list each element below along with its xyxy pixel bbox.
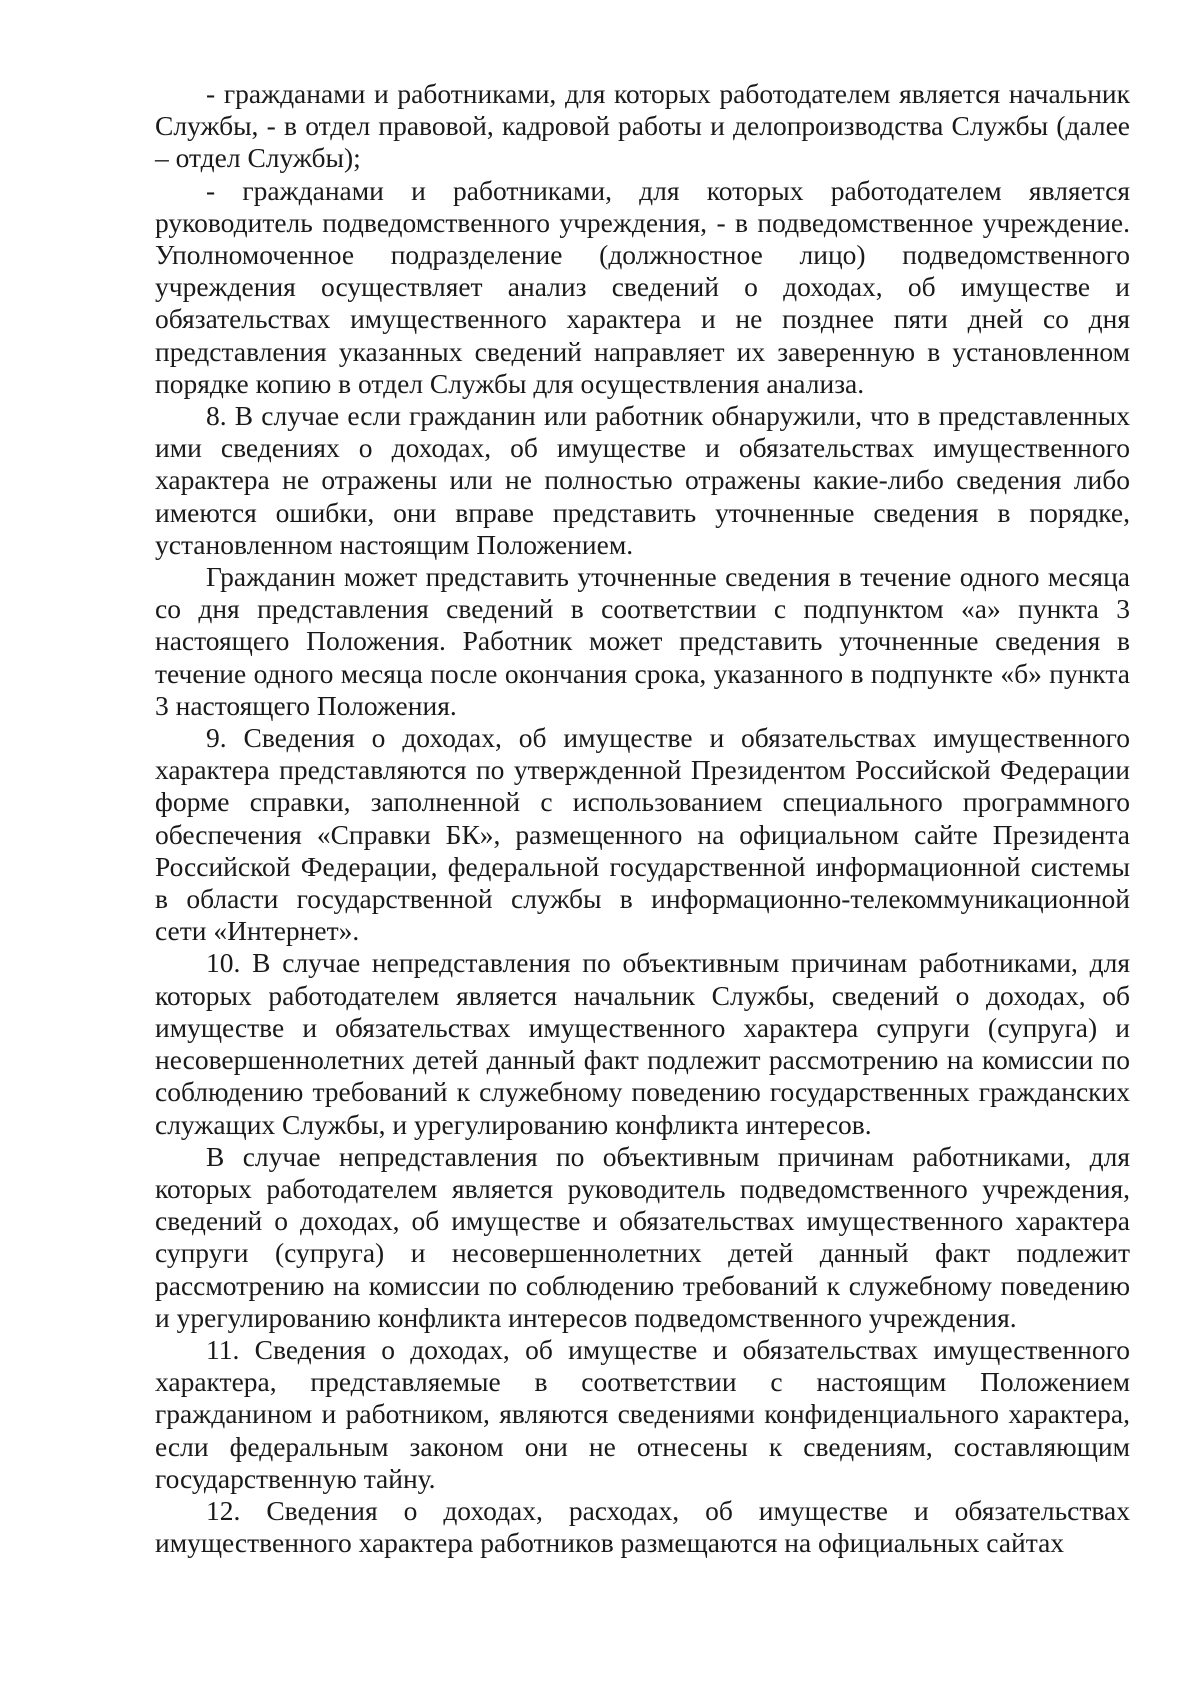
paragraph-non-submission-institution: В случае непредставления по объективным причинам работниками, для которых работодателем является руководитель подведомственного учреждения, сведений о доходах, об имуществе и обязательствах имущественного характера супруги (супруга) и несовершеннолетних детей данный факт подлежит рассмотрению на комиссии по соблюдению требований к служебному поведению и урегулированию конфликта интересов подведомственного учреждения. [155, 1140, 1130, 1333]
paragraph-recipients-service-head: - гражданами и работниками, для которых работодателем является начальник Службы, - в отдел правовой, кадровой работы и делопроизводства Службы (далее – отдел Службы); [155, 78, 1130, 174]
paragraph-clause-12: 12. Сведения о доходах, расходах, об имуществе и обязательствах имущественного характера работников размещаются на официальных сайтах [155, 1494, 1130, 1559]
paragraph-recipients-subordinate-institution: - гражданами и работниками, для которых работодателем является руководитель подведомственного учреждения, - в подведомственное учреждение. Уполномоченное подразделение (должностное лицо) подведомственного учреждения осуществляет анализ сведений о доходах, об имуществе и обязательствах имущественного характера и не позднее пяти дней со дня представления указанных сведений направляет их заверенную в установленном порядке копию в отдел Службы для осуществления анализа. [155, 174, 1130, 399]
paragraph-clause-11: 11. Сведения о доходах, об имуществе и обязательствах имущественного характера, представляемые в соответствии с настоящим Положением гражданином и работником, являются сведениями конфиденциального характера, если федеральным законом они не отнесены к сведениям, составляющим государственную тайну. [155, 1333, 1130, 1494]
paragraph-clause-10: 10. В случае непредставления по объективным причинам работниками, для которых работодателем является начальник Службы, сведений о доходах, об имуществе и обязательствах имущественного характера супруги (супруга) и несовершеннолетних детей данный факт подлежит рассмотрению на комиссии по соблюдению требований к служебному поведению государственных гражданских служащих Службы, и урегулированию конфликта интересов. [155, 947, 1130, 1140]
paragraph-clause-8: 8. В случае если гражданин или работник обнаружили, что в представленных ими сведениях о доходах, об имуществе и обязательствах имущественного характера не отражены или не полностью отражены какие-либо сведения либо имеются ошибки, они вправе представить уточненные сведения в порядке, установленном настоящим Положением. [155, 400, 1130, 560]
paragraph-clause-9: 9. Сведения о доходах, об имуществе и обязательствах имущественного характера представляются по утвержденной Президентом Российской Федерации форме справки, заполненной с использованием специального программного обеспечения «Справки БК», размещенного на официальном сайте Президента Российской Федерации, федеральной государственной информационной системы в области государственной службы в информационно-телекоммуникационной сети «Интернет». [155, 722, 1130, 947]
paragraph-clarified-data-terms: Гражданин может представить уточненные сведения в течение одного месяца со дня представления сведений в соответствии с подпунктом «а» пункта 3 настоящего Положения. Работник может представить уточненные сведения в течение одного месяца после окончания срока, указанного в подпункте «б» пункта 3 настоящего Положения. [155, 561, 1130, 721]
document-page [155, 78, 1130, 1559]
